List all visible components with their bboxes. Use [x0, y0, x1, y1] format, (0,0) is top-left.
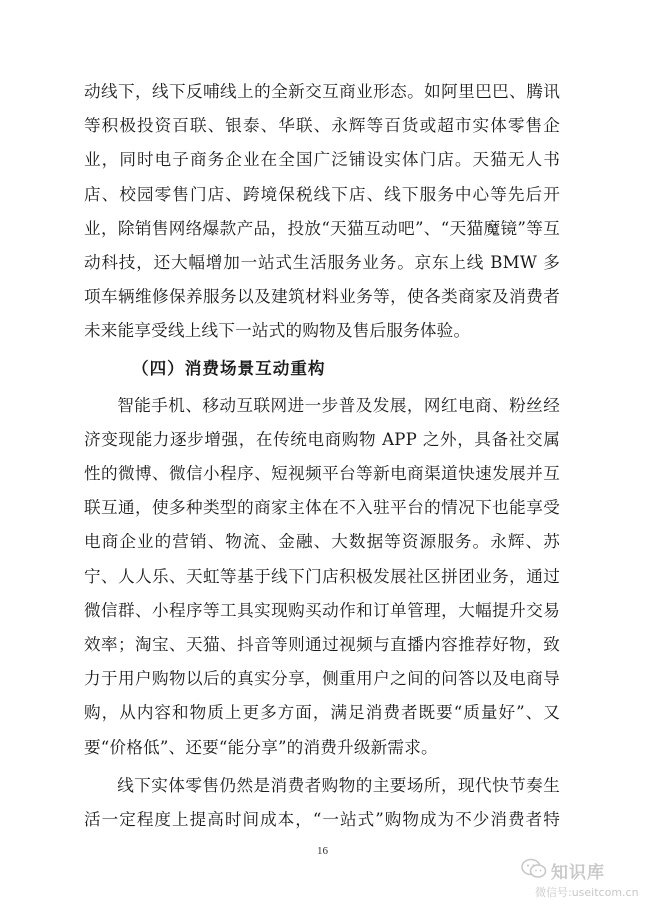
wechat-icon: [521, 858, 547, 880]
section-heading: （四）消费场景互动重构: [132, 357, 326, 378]
watermark-site: 微信号:useitcom.cn: [535, 886, 639, 899]
page-number: 16: [317, 845, 328, 857]
paragraph: 智能手机、移动互联网进一步普及发展，网红电商、粉丝经济变现能力逐步增强，在传统电商购物 APP 之外，具备社交属性的微博、微信小程序、短视频平台等新电商渠道快速发展并互联互通，使多种类型的商家主体在不入驻平台的情况下也能享受电商企业的营销、物流、金融、大数据等资源服务。永辉、苏宁、人人乐、天虹等基于线下门店积极发展社区拼团业务，通过微信群、小程序等工具实现购买动作和订单管理，大幅提升交易效率；淘宝、天猫、抖音等则通过视频与直播内容推荐好物，致力于用户购物以后的真实分享，侧重用户之间的问答以及电商导购，从内容和物质上更多方面，满足消费者既要“质量好”、又要“价格低”、还要“能分享”的消费升级新需求。: [84, 395, 560, 757]
document-body: [84, 75, 560, 837]
paragraph: 动线下，线下反哺线上的全新交互商业形态。如阿里巴巴、腾讯等积极投资百联、银泰、华联、永辉等百货或超市实体零售企业，同时电子商务企业在全国广泛铺设实体门店。天猫无人书店、校园零售门店、跨境保税线下店、线下服务中心等先后开业，除销售网络爆款产品，投放“天猫互动吧”、“天猫魔镜”等互动科技，还大幅增加一站式生活服务业务。京东上线 BMW 多项车辆维修保养服务以及建筑材料业务等，使各类商家及消费者未来能享受线上线下一站式的购物及售后服务体验。: [84, 82, 560, 341]
paragraph: 线下实体零售仍然是消费者购物的主要场所，现代快节奏生活一定程度上提高时间成本，“一站式”购物成为不少消费者特: [84, 775, 560, 830]
watermark-brand: 知识库: [551, 863, 605, 883]
watermark: [521, 858, 639, 902]
